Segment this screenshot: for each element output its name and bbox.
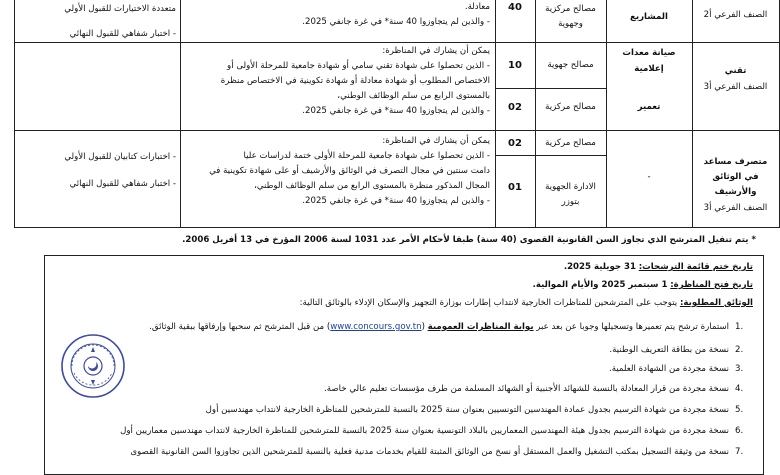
docs-intro: يتوجب على المترشحين للمناظرات الخارجية لانتداب إطارات بوزارة التجهيز والإسكان الإدلاء بالوثائق التالية: — [299, 298, 678, 308]
row2-cond-line: يمكن أن يشارك في المناظرة: — [382, 46, 490, 56]
doc-item-text: نسخة مجردة من شهادة الترسيم بجدول عمادة المهندسين التونسيين بعنوان سنة 2025 بالنسبة للمترشحين للمناظرة الخارجية لانتداب مهندسين أول — [205, 405, 729, 415]
row3-count-b: 01 — [508, 182, 522, 193]
doc-item-number: 6. — [735, 426, 744, 436]
doc-item-number: 1. — [735, 322, 744, 332]
portal-link[interactable]: www.concours.gov.tn — [330, 322, 422, 332]
row1-exam-line: متعددة الاختيارات للقبول الأولي — [64, 4, 176, 14]
row2-cond-line: الاختصاص المطلوب أو شهادة معادلة أو شهادة تكوينية في الاختصاص منظرة — [220, 76, 490, 86]
doc-item-text: نسخة مجردة من الشهادة العلمية. — [609, 364, 729, 374]
row1-cond-line: معادلة. — [464, 2, 490, 12]
doc-item — [609, 364, 753, 374]
row2-cond-line: - الذين تحصلوا على شهادة تقني سامي أو شهادة جامعية للمرحلة الأولى أو — [227, 61, 490, 71]
doc-item-text: من قبل المترشح ثم سحبها وإرفاقها ببقية الوثائق. — [149, 322, 327, 332]
start-label: تاريخ فتح المناظرة: — [670, 280, 753, 290]
doc-item-number: 7. — [735, 447, 744, 457]
row3-cond-line: - الذين تحصلوا على شهادة جامعية للمرحلة الأولى ختمة لدراسات عليا — [243, 151, 490, 161]
row1-exams — [18, 2, 176, 42]
row2-service-a: مصالح جهوية — [547, 60, 594, 70]
row1-exam-line: - اختبار شفاهي للقبول النهائي — [69, 29, 176, 39]
info-box — [44, 255, 764, 475]
doc-item-number: 5. — [735, 405, 744, 415]
row3-count-a: 02 — [508, 138, 522, 149]
row3-cond-line: يمكن أن يشارك في المناظرة: — [382, 136, 490, 146]
doc-item-text: نسخة من وثيقة التسجيل بمكتب التشغيل والعمل المستقل أو نسخ من الوثائق المثبتة للقيام بخدمات مدنية فعلية بالنسبة للمترشحين الذين تجاوزوا السن القانونية القصوى — [130, 447, 729, 457]
start-value: 1 سبتمبر 2025 والأيام الموالية. — [532, 280, 668, 290]
row1-grade: الصنف الفرعي أ2 — [703, 10, 768, 20]
doc-item-number: 2. — [735, 345, 744, 355]
doc-item-text: استمارة ترشح يتم تعميرها وتسجيلها وجوبا عن بعد عبر — [533, 322, 729, 332]
row2-grade-sub: الصنف الفرعي أ3 — [703, 82, 768, 92]
doc-item-text: نسخة من بطاقة التعريف الوطنية. — [609, 345, 729, 355]
row2-conditions — [184, 44, 490, 119]
row3-exam-line: - اختبار شفاهي للقبول النهائي — [69, 179, 176, 189]
row2-spec-b: تعمير — [637, 102, 661, 112]
doc-item — [130, 447, 753, 457]
row2-count-b: 02 — [508, 102, 522, 113]
row1-speciality: المشاريع — [630, 12, 668, 22]
row1-conditions — [184, 0, 490, 30]
doc-item-text: نسخة مجردة من قرار المعادلة بالنسبة للشهائد الأجنبية أو الشهائد المسلمة من طرف مؤسسات تعليم عالي خاصة. — [324, 384, 729, 394]
row2-spec-a: صيانة معدات — [622, 48, 676, 58]
doc-item-number: 3. — [735, 364, 744, 374]
row3-cond-line: دامت سنتين في مجال التصرف في الوثائق والأرشيف أو على شهادة تكوينية في — [209, 166, 490, 176]
row2-grade: تقني — [724, 66, 747, 76]
row3-cond-line: المجال المذكور منظرة بالمستوى الرابع من سلم الوظائف الوطني، — [254, 181, 490, 191]
row3-service-b: الادارة الجهوية بتوزر — [545, 182, 596, 207]
doc-item — [324, 384, 753, 394]
start-line — [533, 280, 753, 290]
row3-exam-line: - اختبارات كتابيان للقبول الأولي — [64, 152, 176, 162]
docs-line — [300, 298, 753, 308]
row2-cond-line: - والذين لم يتجاوزوا 40 سنة* في غرة جانفي 2025. — [302, 106, 490, 116]
row1-count: 40 — [508, 2, 522, 13]
row3-speciality: - — [647, 172, 651, 182]
doc-item — [206, 405, 753, 415]
deadline-value: 31 جويلية 2025. — [563, 262, 636, 272]
row3-cond-line: - والذين لم يتجاوزوا 40 سنة* في غرة جانفي 2025. — [302, 196, 490, 206]
age-note: * يتم تنفيل المترشح الذي تجاوز السن القانونية القصوى (40 سنة) طبقا لأحكام الأمر عدد 1031 لسنة 2006 المؤرخ في 13 أفريل 2006. — [182, 235, 756, 245]
deadline-line — [564, 262, 753, 272]
deadline-label: تاريخ ختم قائمة الترشحات: — [638, 262, 753, 272]
row2-spec-a2: إعلامية — [634, 64, 664, 74]
doc-item — [609, 345, 753, 355]
row1-service: مصالح مركزية وجهوية — [545, 4, 596, 29]
row2-count-a: 10 — [508, 60, 522, 71]
row1-cond-line: - والذين لم يتجاوزوا 40 سنة* في غرة جانفي 2025. — [302, 17, 490, 27]
doc-item-text: نسخة مجردة من شهادة الترسيم بجدول هيئة المهندسين المعماريين بالبلاد التونسية بعنوان سنة 2025 بالنسبة للمترشحين للمناظرة الخارجية لانتداب مهندسين معماريين أول — [120, 426, 729, 436]
row3-exams — [18, 150, 176, 192]
row3-grade-1: متصرف مساعد — [703, 157, 768, 167]
positions-table — [0, 0, 780, 228]
portal-name: بوابة المناظرات العمومية — [427, 322, 534, 332]
official-seal-icon — [60, 333, 126, 399]
row3-grade-sub: الصنف الفرعي أ3 — [703, 203, 768, 213]
row3-service-a: مصالح مركزية — [545, 138, 596, 148]
row3-conditions — [184, 134, 490, 209]
doc-item: 1.استمارة ترشح يتم تعميرها وتسجيلها وجوبا عن بعد عبر بوابة المناظرات العمومية (www.concours.gov.tn) من قبل المترشح ثم سحبها وإرفاقها ببقية الوثائق. — [149, 322, 753, 332]
row3-grade-3: والأرشيف — [714, 187, 757, 197]
row2-cond-line: بالمستوى الرابع من سلم الوظائف الوطني، — [337, 91, 490, 101]
docs-label: الوثائق المطلوبة: — [679, 298, 753, 308]
doc-item — [120, 426, 753, 436]
row3-grade-2: في الوثائق — [712, 172, 759, 182]
doc-item-number: 4. — [735, 384, 744, 394]
row2-service-b: مصالح مركزية — [545, 102, 596, 112]
